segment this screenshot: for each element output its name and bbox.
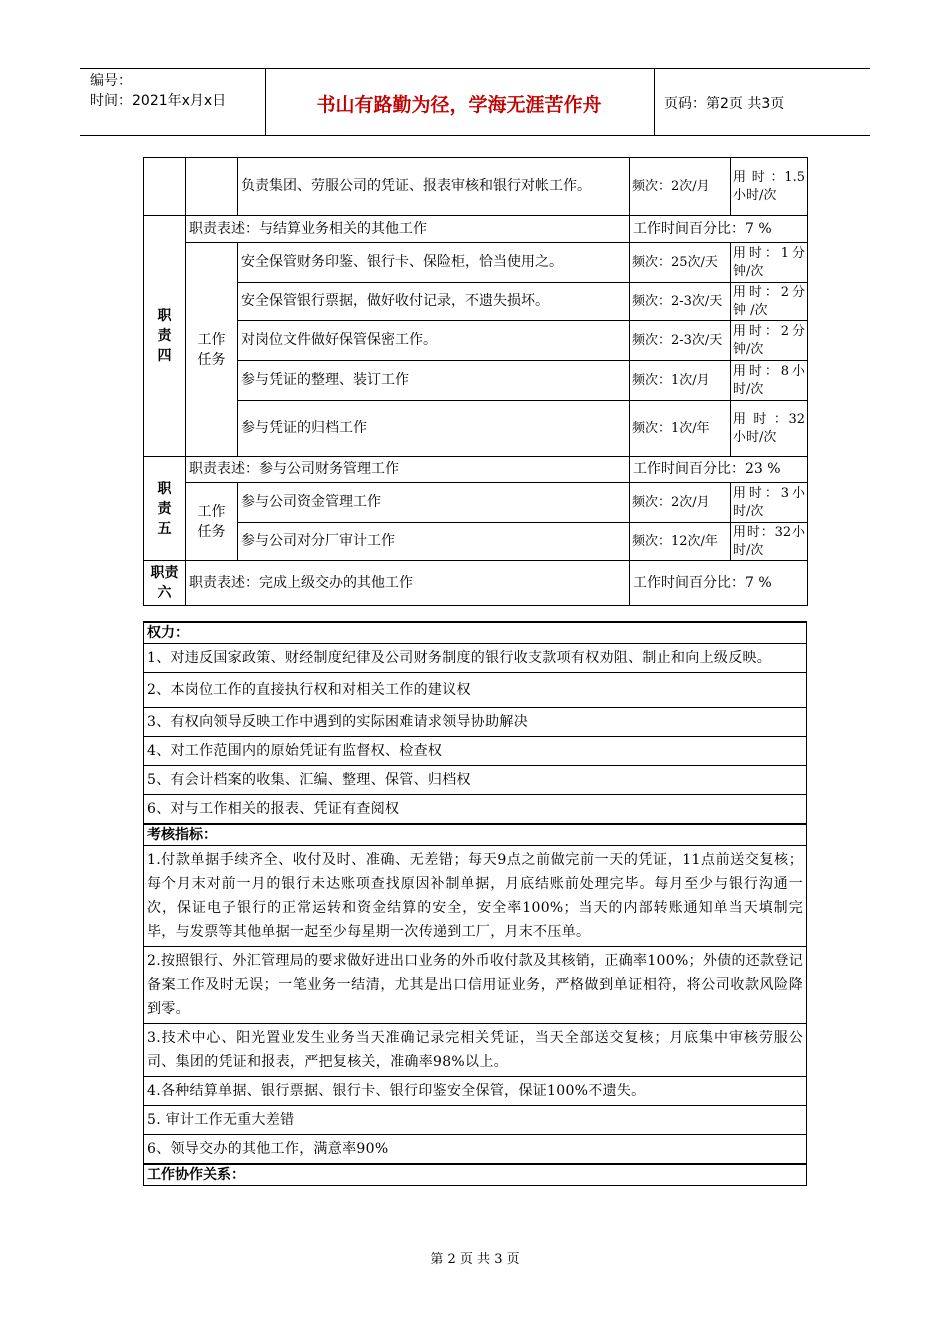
header-bottom-rule	[80, 135, 870, 136]
task-cell: 参与凭证的整理、装订工作	[238, 361, 630, 401]
table-row	[144, 283, 808, 321]
list-item	[144, 1106, 807, 1135]
frequency-cell: 频次：2-3次/天	[630, 283, 731, 321]
table-row	[144, 1164, 807, 1186]
header-meta	[90, 71, 226, 111]
table-row	[144, 401, 808, 457]
authority-item: 1、对违反国家政策、财经制度纪律及公司财务制度的银行收支款项有权劝阻、制止和向上级反映。	[144, 644, 807, 673]
frequency-cell: 频次：2次/月	[630, 483, 731, 523]
duration-cell: 用时：1分钟/次	[731, 243, 808, 283]
task-cell: 参与凭证的归档工作	[238, 401, 630, 457]
duty-heading-text: 职责六	[150, 565, 179, 601]
list-item	[144, 1024, 807, 1077]
table-row	[144, 483, 808, 523]
table-row	[144, 243, 808, 283]
kpi-item: 1.付款单据手续齐全、收付及时、准确、无差错；每天9点之前做完前一天的凭证，11点前送交复核；每个月末对前一月的银行未达账项查找原因补制单据，月底结账前处理完毕。每月至少与银行沟通一次，保证电子银行的正常运转和资金结算的安全，安全率100%；当天的内部转账通知单当天填制完毕，与发票等其他单据一起至少每星期一次传递到工厂，月末不压单。	[144, 846, 807, 947]
duty-four-heading	[144, 216, 186, 457]
authority-item: 3、有权向领导反映工作中遇到的实际困难请求领导协助解决	[144, 708, 807, 737]
duty-table	[143, 157, 808, 606]
task-label: 工作任务	[197, 503, 226, 540]
table-row	[144, 457, 808, 483]
list-item	[144, 708, 807, 737]
task-cell: 安全保管银行票据，做好收付记录，不遗失损坏。	[238, 283, 630, 321]
task-label: 工作任务	[197, 331, 226, 368]
frequency-cell: 频次：1次/月	[630, 361, 731, 401]
list-item	[144, 846, 807, 947]
task-cell: 安全保管财务印鉴、银行卡、保险柜，恰当使用之。	[238, 243, 630, 283]
duty-heading-text: 职责四	[157, 308, 172, 364]
page-footer: 第 2 页 共 3 页	[430, 1252, 520, 1267]
header-slogan: 书山有路勤为径，学海无涯苦作舟	[316, 94, 602, 116]
task-cell: 对岗位文件做好保管保密工作。	[238, 321, 630, 361]
duration-cell: 用时：2分钟 /次	[731, 283, 808, 321]
kpi-item: 2.按照银行、外汇管理局的要求做好进出口业务的外币收付款及其核销，正确率100%；外债的还款登记备案工作及时无误；一笔业务一结清，尤其是出口信用证业务，严格做到单证相符，将公司收款风险降到零。	[144, 947, 807, 1024]
header-page-number: 页码：第2页 共3页	[664, 96, 785, 112]
list-item	[144, 1077, 807, 1106]
table-row	[144, 523, 808, 561]
kpi-item: 6、领导交办的其他工作，满意率90%	[144, 1135, 807, 1165]
frequency-cell: 频次：1次/年	[630, 401, 731, 457]
time-percent: 工作时间百分比：7 %	[630, 561, 808, 606]
doc-time-label: 时间：2021年x月x日	[90, 93, 227, 109]
table-row	[144, 824, 807, 846]
authority-heading: 权力：	[144, 622, 807, 644]
table-row	[144, 321, 808, 361]
duty-six-heading	[144, 561, 186, 606]
table-row	[144, 622, 807, 644]
table-row	[144, 561, 808, 606]
duty-statement: 职责表述：参与公司财务管理工作	[186, 457, 630, 483]
task-label-cell	[186, 243, 238, 457]
duration-cell: 用 时 ：1.5小时/次	[731, 158, 808, 216]
duration-cell: 用时：3小时/次	[731, 483, 808, 523]
duty-heading-text: 职责五	[157, 480, 172, 537]
list-item	[144, 1135, 807, 1165]
task-cell: 参与公司对分厂审计工作	[238, 523, 630, 561]
list-item	[144, 737, 807, 766]
task-label-cell	[186, 483, 238, 561]
list-item	[144, 644, 807, 673]
header-top-rule	[80, 68, 870, 69]
doc-number-label: 编号：	[90, 73, 132, 89]
time-percent: 工作时间百分比：23 %	[630, 457, 808, 483]
table-row	[144, 361, 808, 401]
kpi-item: 3.技术中心、阳光置业发生业务当天准确记录完相关凭证，当天全部送交复核；月底集中审核劳服公司、集团的凭证和报表，严把复核关，准确率98%以上。	[144, 1024, 807, 1077]
authority-item: 5、有会计档案的收集、汇编、整理、保管、归档权	[144, 766, 807, 795]
header-divider	[654, 68, 655, 136]
table-row	[144, 158, 808, 216]
duration-cell: 用时：2分钟/次	[731, 321, 808, 361]
time-percent: 工作时间百分比：7 %	[630, 216, 808, 243]
frequency-cell: 频次：25次/天	[630, 243, 731, 283]
responsibility-sections-table	[143, 621, 807, 1186]
table-row	[144, 216, 808, 243]
task-cell: 负责集团、劳服公司的凭证、报表审核和银行对帐工作。	[238, 158, 630, 216]
list-item	[144, 795, 807, 825]
kpi-item: 4.各种结算单据、银行票据、银行卡、银行印鉴安全保管，保证100%不遗失。	[144, 1077, 807, 1106]
kpi-item: 5. 审计工作无重大差错	[144, 1106, 807, 1135]
kpi-heading: 考核指标：	[144, 824, 807, 846]
task-cell: 参与公司资金管理工作	[238, 483, 630, 523]
duty-five-heading	[144, 457, 186, 561]
list-item	[144, 673, 807, 708]
blank-cell	[144, 158, 186, 216]
list-item	[144, 947, 807, 1024]
cooperation-heading: 工作协作关系：	[144, 1164, 807, 1186]
list-item	[144, 766, 807, 795]
duration-cell: 用时：8小时/次	[731, 361, 808, 401]
frequency-cell: 频次：12次/年	[630, 523, 731, 561]
authority-item: 2、本岗位工作的直接执行权和对相关工作的建议权	[144, 673, 807, 708]
frequency-cell: 频次：2-3次/天	[630, 321, 731, 361]
authority-item: 6、对与工作相关的报表、凭证有查阅权	[144, 795, 807, 825]
authority-item: 4、对工作范围内的原始凭证有监督权、检查权	[144, 737, 807, 766]
frequency-cell: 频次：2次/月	[630, 158, 731, 216]
duration-cell: 用 时 ：32小时/次	[731, 401, 808, 457]
duty-statement: 职责表述：完成上级交办的其他工作	[186, 561, 630, 606]
blank-cell	[186, 158, 238, 216]
duration-cell: 用时：32小时/次	[731, 523, 808, 561]
duty-statement: 职责表述：与结算业务相关的其他工作	[186, 216, 630, 243]
